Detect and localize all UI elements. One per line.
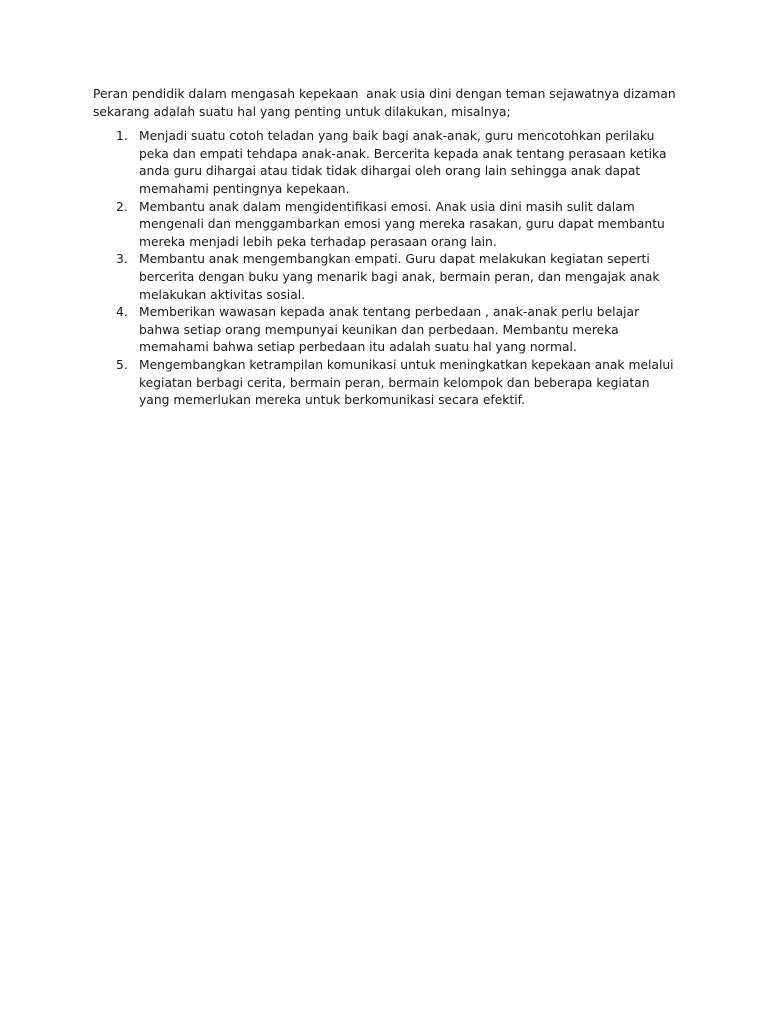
list-item [93,357,683,410]
list-item-number: 1. [116,129,128,144]
list-item-text: Menjadi suatu cotoh teladan yang baik bagi anak-anak, guru mencotohkan perilaku peka dan empati tehdapa anak-anak. Bercerita kepada anak tentang perasaan ketika anda guru dihargai atau tidak tidak dihargai oleh orang lain sehingga anak dapat memahami pentingnya kepekaan. [139,129,667,196]
list-item-text: Memberikan wawasan kepada anak tentang perbedaan , anak-anak perlu belajar bahwa setiap orang mempunyai keunikan dan perbedaan. Membantu mereka memahami bahwa setiap perbedaan itu adalah suatu hal yang normal. [139,305,640,355]
list-item-number: 4. [116,305,128,320]
list-item [93,304,683,357]
list-item-text: Membantu anak dalam mengidentifikasi emosi. Anak usia dini masih sulit dalam mengenali dan menggambarkan emosi yang mereka rasakan, guru dapat membantu mereka menjadi lebih peka terhadap perasaan orang lain. [139,199,665,249]
list-item-number: 3. [116,252,128,267]
list-item-text: Mengembangkan ketrampilan komunikasi untuk meningkatkan kepekaan anak melalui kegiatan berbagi cerita, bermain peran, bermain kelompok dan beberapa kegiatan yang memerlukan mereka untuk berkomunikasi secara efektif. [139,357,674,408]
list-item [93,251,683,304]
intro-paragraph: Peran pendidik dalam mengasah kepekaan anak usia dini dengan teman sejawatnya dizaman sekarang adalah suatu hal yang penting untuk dilakukan, misalnya; [93,87,680,119]
document-body [93,86,683,410]
list-item [93,199,683,252]
list-item-number: 5. [116,357,128,372]
list-item [93,128,683,198]
numbered-list [93,128,683,410]
list-item-text: Membantu anak mengembangkan empati. Guru dapat melakukan kegiatan seperti bercerita dengan buku yang menarik bagi anak, bermain peran, dan mengajak anak melakukan aktivitas sosial. [139,252,660,302]
list-item-number: 2. [116,199,128,214]
